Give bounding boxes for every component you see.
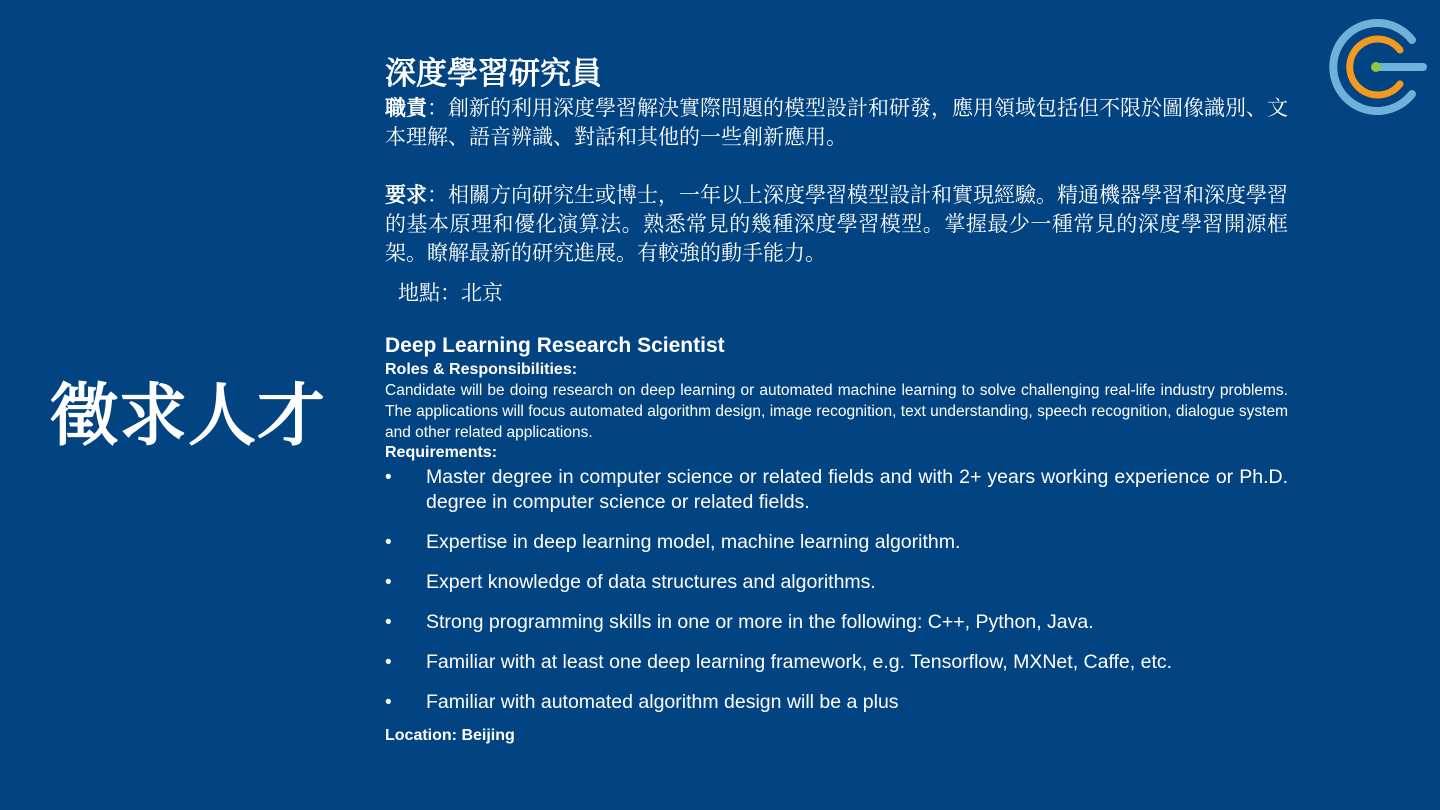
en-location: Location: Beijing xyxy=(385,727,515,744)
zh-location: 地點：北京 xyxy=(398,281,503,305)
list-item xyxy=(385,570,1288,595)
requirement-text: Strong programming skills in one or more in the following: C++, Python, Java. xyxy=(426,611,1094,633)
bullet-icon: • xyxy=(385,572,392,593)
requirement-text: Expertise in deep learning model, machine learning algorithm. xyxy=(426,531,961,553)
list-item xyxy=(385,690,1288,715)
en-roles-text: Candidate will be doing research on deep learning or automated machine learning to solve challenging real-life industry problems. The applications will focus automated algorithm design, image recognition, text understanding, speech recognition, dialogue system and other related applications. xyxy=(385,382,1288,441)
en-roles-label: Roles & Responsibilities: xyxy=(385,361,578,378)
zh-requirements-text: ：相關方向研究生或博士，一年以上深度學習模型設計和實現經驗。精通機器學習和深度學習的基本原理和優化演算法。熟悉常見的幾種深度學習模型。掌握最少一種常見的深度學習開源框架。瞭解最新的研究進展。有較強的動手能力。 xyxy=(385,183,1288,265)
page-side-title: 徵求人才 xyxy=(50,377,327,456)
bullet-icon: • xyxy=(385,652,392,673)
bullet-icon: • xyxy=(385,532,392,553)
zh-duties-label: 職責 xyxy=(385,96,427,120)
list-item xyxy=(385,650,1288,675)
bullet-icon: • xyxy=(385,467,392,488)
zh-duties xyxy=(385,94,1288,152)
en-requirements-list xyxy=(385,465,1288,715)
zh-requirements-label: 要求 xyxy=(385,183,427,207)
company-logo-icon xyxy=(1322,14,1428,120)
job-description xyxy=(385,54,1288,747)
zh-duties-text: ：創新的利用深度學習解決實際問題的模型設計和研發，應用領域包括但不限於圖像識別、文本理解、語音辨識、對話和其他的一些創新應用。 xyxy=(385,96,1288,149)
bullet-icon: • xyxy=(385,692,392,713)
list-item xyxy=(385,530,1288,555)
requirement-text: Familiar with automated algorithm design will be a plus xyxy=(426,691,899,713)
list-item xyxy=(385,610,1288,635)
requirement-text: Expert knowledge of data structures and algorithms. xyxy=(426,571,876,593)
zh-job-title: 深度學習研究員 xyxy=(385,56,602,92)
requirement-text: Master degree in computer science or related fields and with 2+ years working experience or Ph.D. degree in computer science or related fields. xyxy=(426,466,1288,513)
bullet-icon: • xyxy=(385,612,392,633)
en-requirements-label: Requirements: xyxy=(385,444,498,461)
requirement-text: Familiar with at least one deep learning framework, e.g. Tensorflow, MXNet, Caffe, etc. xyxy=(426,651,1173,673)
zh-requirements xyxy=(385,181,1288,268)
en-job-title: Deep Learning Research Scientist xyxy=(385,334,725,357)
list-item xyxy=(385,465,1288,515)
